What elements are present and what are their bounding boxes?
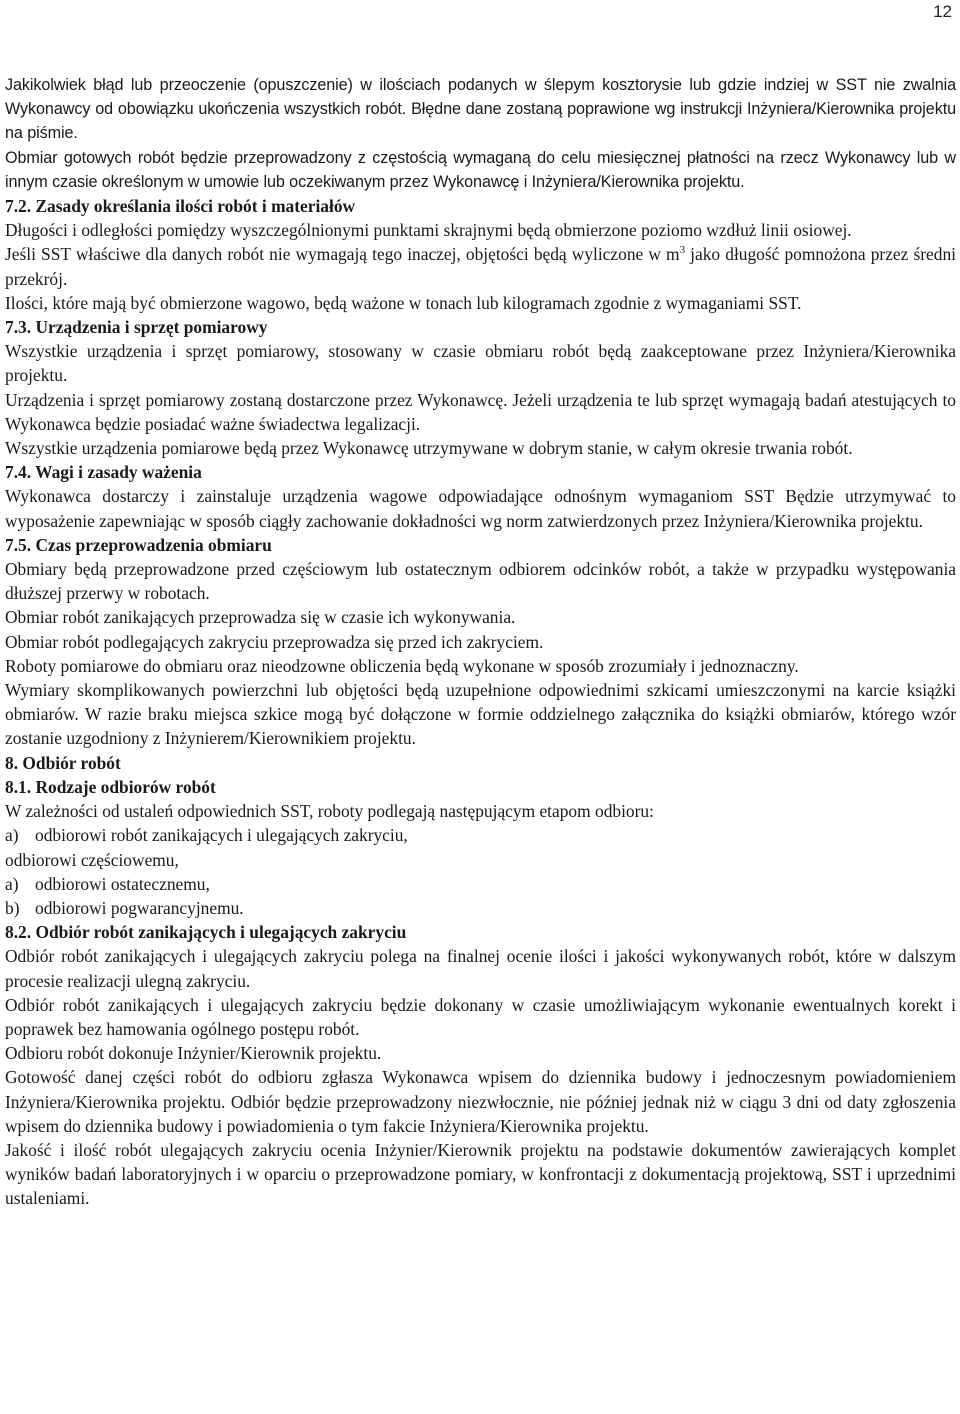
paragraph: Odbiór robót zanikających i ulegających zakryciu polega na finalnej ocenie ilości i jakości wykonywanych robót, które w dalszym procesie realizacji ulegną zakryciu. [5, 946, 956, 991]
section-title: Rodzaje odbiorów robót [35, 776, 216, 797]
section-heading-7-2 [5, 194, 956, 218]
list-item [5, 896, 956, 920]
paragraph: Roboty pomiarowe do obmiaru oraz nieodzowne obliczenia będą wykonane w sposób zrozumiały i jednoznaczny. [5, 655, 799, 676]
section-heading-7-5 [5, 533, 956, 557]
list-marker: a) [5, 873, 19, 894]
section-number: 7.4. [5, 462, 32, 483]
paragraph: Wszystkie urządzenia i sprzęt pomiarowy, stosowany w czasie obmiaru robót będą zaakceptowane przez Inżyniera/Kierownika projektu. [5, 341, 956, 386]
section-number: 7.2. [5, 196, 32, 217]
paragraph: Wykonawca dostarczy i zainstaluje urządzenia wagowe odpowiadające odnośnym wymaganiom SST Będzie utrzymywać to wyposażenie zapewniając w sposób ciągły zachowanie dokładności wg norm zatwierdzonych przez Inżyniera/Kierownika projektu. [5, 486, 956, 531]
paragraph: Jakikolwiek błąd lub przeoczenie (opuszczenie) w ilościach podanych w ślepym kosztorysie lub gdzie indziej w SST nie zwalnia Wykonawcy od obowiązku ukończenia wszystkich robót. Błędne dane zostaną poprawione wg instrukcji Inżyniera/Kierownika projektu na piśmie. [5, 76, 956, 143]
document-body [5, 73, 956, 1211]
paragraph: Obmiar gotowych robót będzie przeprowadzony z częstością wymaganą do celu miesięcznej płatności na rzecz Wykonawcy lub w innym czasie określonym w umowie lub oczekiwanym przez Wykonawcę i Inżyniera/Kierownika projektu. [5, 148, 956, 191]
section-number: 7.3. [5, 317, 32, 338]
section-number: 7.5. [5, 534, 32, 555]
paragraph: Urządzenia i sprzęt pomiarowy zostaną dostarczone przez Wykonawcę. Jeżeli urządzenia te lub sprzęt wymagają badań atestujących to Wykonawca będzie posiadać ważne świadectwa legalizacji. [5, 389, 956, 434]
list-item [5, 823, 956, 847]
section-title: Urządzenia i sprzęt pomiarowy [35, 317, 268, 338]
section-title: Wagi i zasady ważenia [35, 462, 202, 483]
text-run: jako długość pomnożona przez średni przekrój. [5, 244, 956, 289]
paragraph: Ilości, które mają być obmierzone wagowo, będą ważone w tonach lub kilogramach zgodnie z wymaganiami SST. [5, 292, 802, 313]
section-title: Zasady określania ilości robót i materiałów [35, 196, 356, 217]
superscript: 3 [679, 244, 686, 257]
paragraph: Gotowość danej części robót do odbioru zgłasza Wykonawca wpisem do dziennika budowy i jednoczesnym powiadomieniem Inżyniera/Kierownika projektu. Odbiór będzie przeprowadzony niezwłocznie, nie później jednak niż w ciągu 3 dni od daty zgłoszenia wpisem do dziennika budowy i powiadomienia o tym fakcie Inżyniera/Kierownika projektu. [5, 1067, 956, 1136]
paragraph: Obmiar robót zanikających przeprowadza się w czasie ich wykonywania. [5, 607, 516, 628]
list-marker: b) [5, 897, 20, 918]
paragraph: Odbioru robót dokonuje Inżynier/Kierownik projektu. [5, 1043, 382, 1064]
section-heading-8-1 [5, 775, 956, 799]
paragraph: Obmiary będą przeprowadzone przed częściowym lub ostatecznym odbiorem odcinków robót, a także w przypadku występowania dłuższej przerwy w robotach. [5, 559, 956, 604]
paragraph: Odbiór robót zanikających i ulegających zakryciu będzie dokonany w czasie umożliwiającym wykonanie ewentualnych korekt i poprawek bez hamowania ogólnego postępu robót. [5, 994, 956, 1039]
list-item [5, 848, 956, 872]
list-item [5, 872, 956, 896]
section-title: Odbiór robót zanikających i ulegających zakryciu [35, 922, 407, 943]
section-heading-7-4 [5, 460, 956, 484]
paragraph: Długości i odległości pomiędzy wyszczególnionymi punktami skrajnymi będą obmierzone poziomo wzdłuż linii osiowej. [5, 220, 852, 241]
list-item-text: odbiorowi ostatecznemu, [35, 873, 210, 894]
section-number: 8.1. [5, 776, 32, 797]
section-heading-7-3 [5, 315, 956, 339]
paragraph: Obmiar robót podlegających zakryciu przeprowadza się przed ich zakryciem. [5, 631, 544, 652]
paragraph: Wszystkie urządzenia pomiarowe będą przez Wykonawcę utrzymywane w dobrym stanie, w całym okresie trwania robót. [5, 438, 853, 459]
list-item-text: odbiorowi pogwarancyjnemu. [35, 897, 244, 918]
list-item-text: odbiorowi robót zanikających i ulegających zakryciu, [35, 825, 408, 846]
paragraph: W zależności od ustaleń odpowiednich SST, roboty podlegają następującym etapom odbioru: [5, 801, 654, 822]
paragraph [5, 242, 956, 290]
section-heading-8: 8. Odbiór robót [5, 752, 121, 773]
section-title: Czas przeprowadzenia obmiaru [35, 534, 272, 555]
section-heading-8-2 [5, 920, 956, 944]
section-number: 8.2. [5, 922, 32, 943]
list-marker: a) [5, 825, 19, 846]
paragraph: Jakość i ilość robót ulegających zakryciu ocenia Inżynier/Kierownik projektu na podstawie dokumentów zawierających komplet wyników badań laboratoryjnych i w oparciu o przeprowadzone pomiary, w konfrontacji z dokumentacją projektową, SST i uprzednimi ustaleniami. [5, 1139, 956, 1209]
paragraph: Wymiary skomplikowanych powierzchni lub objętości będą uzupełnione odpowiednimi szkicami umieszczonymi na karcie książki obmiarów. W razie braku miejsca szkice mogą być dołączone w formie oddzielnego załącznika do książki obmiarów, którego wzór zostanie uzgodniony z Inżynierem/Kierownikiem projektu. [5, 680, 956, 749]
page-number: 12 [933, 2, 952, 21]
list-item-text: odbiorowi częściowemu, [5, 849, 179, 870]
text-run: Jeśli SST właściwe dla danych robót nie wymagają tego inaczej, objętości będą wyliczone w m [5, 244, 680, 265]
